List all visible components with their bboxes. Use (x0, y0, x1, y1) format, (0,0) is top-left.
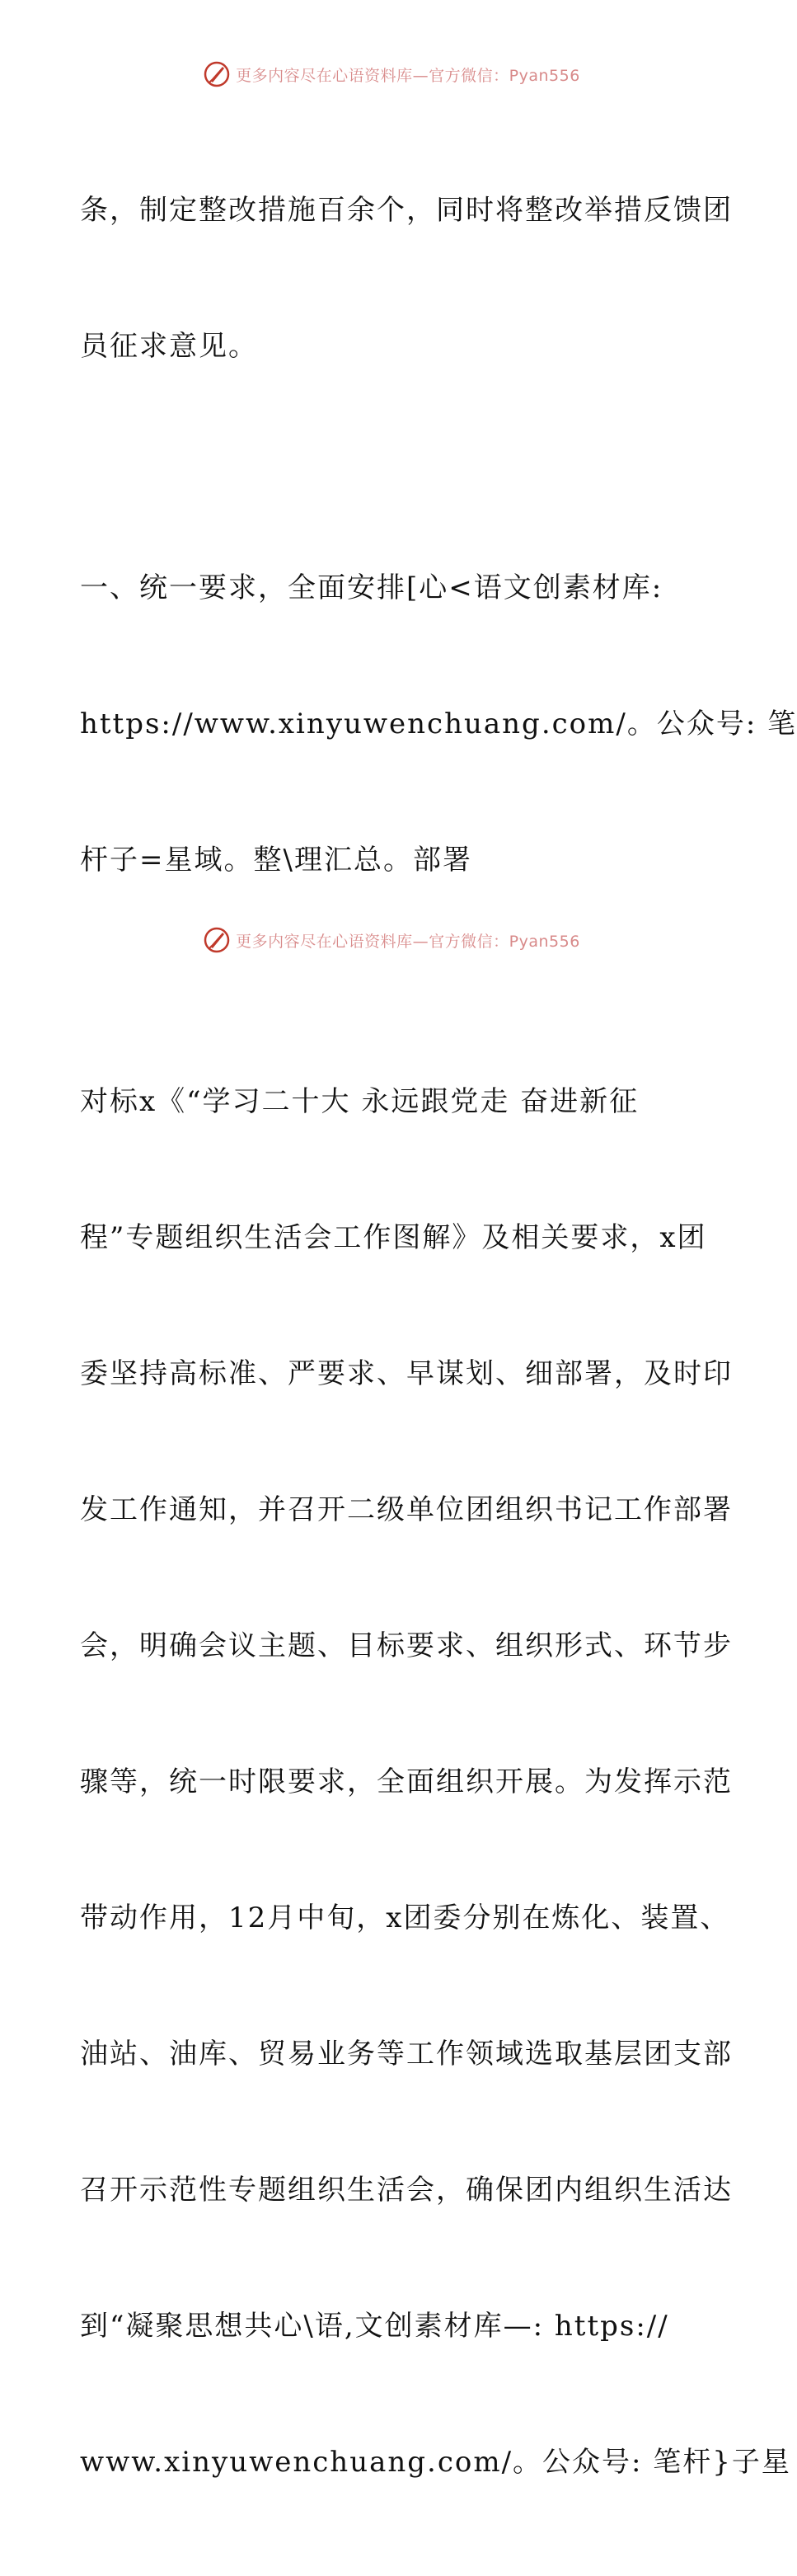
paragraph-1 (80, 97, 733, 460)
text-line: 发工作通知，并召开二级单位团组织书记工作部署 (80, 1493, 733, 1526)
text-line: 到“凝聚思想共心\语,文创素材库—: https:// (80, 2310, 669, 2343)
quill-logo-icon (203, 926, 231, 954)
footer-banner (0, 924, 783, 957)
section-heading-line: 一、统一要求，全面安排[心<语文创素材库: (80, 571, 663, 604)
footer-banner-text: 更多内容尽在心语资料库—官方微信：Pyan556 (236, 932, 580, 951)
footer-banner-content (203, 926, 580, 954)
paragraph-3 (80, 989, 791, 2576)
text-line: 程”专题组织生活会工作图解》及相关要求，x团 (80, 1221, 707, 1254)
text-line: 对标x《“学习二十大 永远跟党走 奋进新征 (80, 1085, 640, 1118)
header-banner-content (203, 60, 580, 88)
quill-logo-icon (203, 60, 231, 88)
text-line: 带动作用，12月中旬，x团委分别在炼化、装置、 (80, 1901, 730, 1934)
document-body (80, 97, 797, 2576)
text-line: 杆子=星域。整\理汇总。部署 (80, 844, 472, 877)
text-line: 会，明确会议主题、目标要求、组织形式、环节步 (80, 1629, 733, 1662)
text-line: 召开示范性专题组织生活会，确保团内组织生活达 (80, 2174, 733, 2207)
paragraph-2 (80, 475, 797, 974)
text-line: 骤等，统一时限要求，全面组织开展。为发挥示范 (80, 1765, 733, 1798)
text-line: 条，制定整改措施百余个，同时将整改举措反馈团 (80, 194, 733, 227)
text-line: 员征求意见。 (80, 330, 258, 363)
text-line: 油站、油库、贸易业务等工作领域选取基层团支部 (80, 2038, 733, 2071)
text-line: 委坚持高标准、严要求、早谋划、细部署，及时印 (80, 1357, 733, 1390)
text-line: www.xinyuwenchuang.com/。公众号: 笔杆}子星 (80, 2446, 791, 2479)
header-banner (0, 58, 783, 91)
text-line: https://www.xinyuwenchuang.com/。公众号: 笔 (80, 707, 797, 740)
header-banner-text: 更多内容尽在心语资料库—官方微信：Pyan556 (236, 66, 580, 85)
